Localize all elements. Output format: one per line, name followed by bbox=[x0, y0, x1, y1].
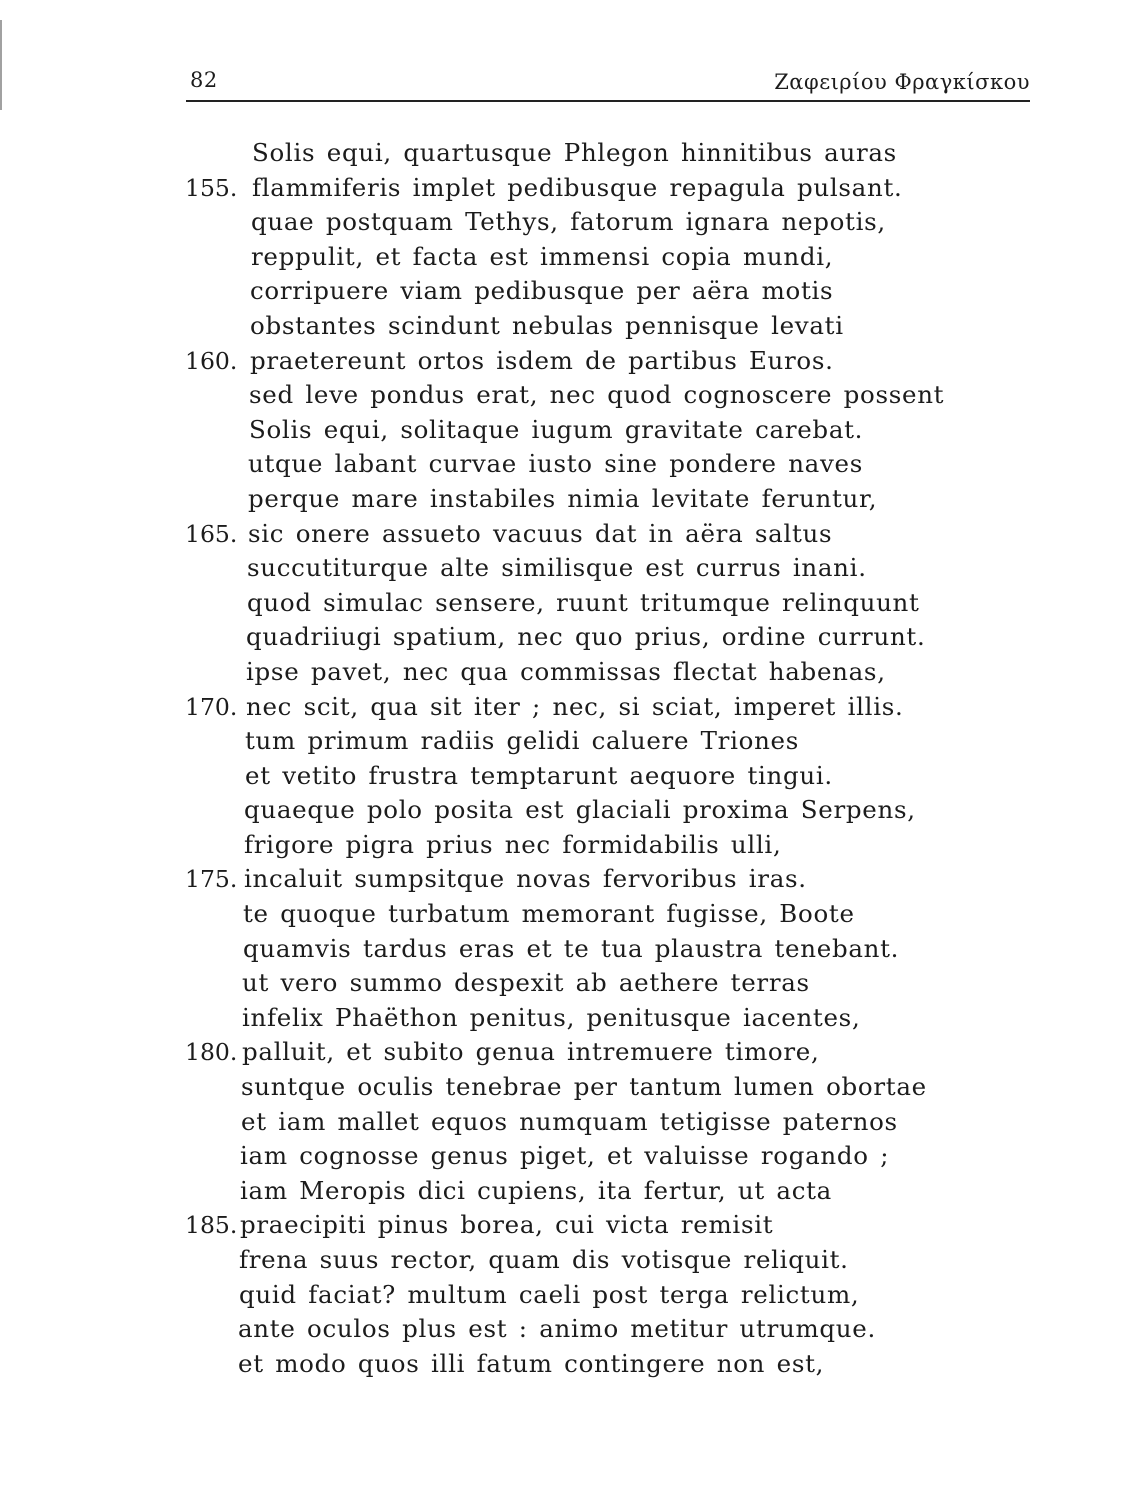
verse-line bbox=[0, 620, 1122, 655]
verse-text: iam cognosse genus piget, et valuisse rogando ; bbox=[240, 1141, 890, 1171]
verse-line bbox=[0, 828, 1122, 863]
verse-text: obstantes scindunt nebulas pennisque levati bbox=[250, 310, 844, 340]
page-number: 82 bbox=[190, 68, 218, 92]
verse-line bbox=[0, 655, 1122, 690]
verse-line bbox=[0, 1001, 1122, 1036]
header-rule bbox=[186, 100, 1030, 102]
verse-number: 165. bbox=[185, 519, 238, 548]
page-header bbox=[186, 62, 1030, 98]
verse-text: quaeque polo posita est glaciali proxima Serpens, bbox=[244, 795, 916, 825]
verse-text: incaluit sumpsitque novas fervoribus iras. bbox=[244, 864, 807, 894]
verse-line bbox=[0, 344, 1122, 379]
verse-text: quid faciat? multum caeli post terga relictum, bbox=[239, 1279, 860, 1309]
verse-list bbox=[0, 136, 1122, 1381]
verse-line bbox=[0, 759, 1122, 794]
verse-number: 160. bbox=[185, 346, 238, 375]
verse-line bbox=[0, 932, 1122, 967]
verse-line bbox=[0, 897, 1122, 932]
verse-line bbox=[0, 1070, 1122, 1105]
verse-line bbox=[0, 690, 1122, 725]
scan-edge-mark bbox=[0, 20, 7, 110]
verse-line bbox=[0, 724, 1122, 759]
verse-text: perque mare instabiles nimia levitate feruntur, bbox=[248, 483, 878, 513]
verse-text: iam Meropis dici cupiens, ita fertur, ut acta bbox=[240, 1175, 832, 1205]
verse-line bbox=[0, 413, 1122, 448]
verse-text: succutiturque alte similisque est currus inani. bbox=[247, 553, 867, 583]
verse-line bbox=[0, 482, 1122, 517]
verse-text: ut vero summo despexit ab aethere terras bbox=[242, 968, 810, 998]
verse-text: et modo quos illi fatum contingere non est, bbox=[238, 1348, 825, 1378]
verse-line bbox=[0, 378, 1122, 413]
verse-number: 185. bbox=[185, 1211, 238, 1240]
verse-text: praetereunt ortos isdem de partibus Euros. bbox=[250, 345, 834, 375]
verse-text: te quoque turbatum memorant fugisse, Boote bbox=[243, 899, 855, 929]
verse-text: frena suus rector, quam dis votisque reliquit. bbox=[239, 1245, 849, 1274]
verse-line bbox=[0, 1035, 1122, 1070]
verse-text: frigore pigra prius nec formidabilis ulli, bbox=[244, 829, 782, 859]
verse-line bbox=[0, 309, 1122, 344]
verse-line bbox=[0, 136, 1122, 171]
verse-line bbox=[0, 966, 1122, 1001]
verse-line bbox=[0, 551, 1122, 586]
verse-text: Solis equi, solitaque iugum gravitate carebat. bbox=[249, 414, 864, 444]
verse-text: quadriiugi spatium, nec quo prius, ordine currunt. bbox=[246, 622, 926, 652]
verse-line bbox=[0, 1243, 1122, 1278]
verse-number: 155. bbox=[185, 173, 238, 202]
verse-text: et vetito frustra temptarunt aequore tingui. bbox=[245, 760, 833, 790]
verse-text: et iam mallet equos numquam tetigisse paternos bbox=[241, 1106, 898, 1136]
verse-number: 170. bbox=[185, 692, 238, 721]
verse-line bbox=[0, 793, 1122, 828]
verse-line bbox=[0, 1139, 1122, 1174]
verse-text: tum primum radiis gelidi caluere Triones bbox=[245, 726, 800, 756]
verse-line bbox=[0, 274, 1122, 309]
verse-line bbox=[0, 1278, 1122, 1313]
verse-line bbox=[0, 240, 1122, 275]
verse-line bbox=[0, 517, 1122, 552]
verse-number: 180. bbox=[185, 1038, 238, 1067]
verse-text: infelix Phaëthon penitus, penitusque iacentes, bbox=[242, 1002, 861, 1032]
verse-number: 175. bbox=[185, 865, 238, 894]
verse-text: quamvis tardus eras et te tua plaustra tenebant. bbox=[243, 933, 900, 963]
verse-line bbox=[0, 205, 1122, 240]
verse-line bbox=[0, 447, 1122, 482]
verse-line bbox=[0, 1208, 1122, 1243]
verse-text: nec scit, qua sit iter ; nec, si sciat, imperet illis. bbox=[246, 691, 904, 721]
running-head: Ζαφειρίου Φραγκίσκου bbox=[774, 70, 1030, 94]
verse-text: flammiferis implet pedibusque repagula pulsant. bbox=[252, 172, 903, 202]
verse-text: praecipiti pinus borea, cui victa remisit bbox=[240, 1210, 774, 1240]
verse-line bbox=[0, 1347, 1122, 1382]
verse-line bbox=[0, 862, 1122, 897]
verse-text: Solis equi, quartusque Phlegon hinnitibus auras bbox=[252, 138, 897, 167]
verse-line bbox=[0, 171, 1122, 206]
verse-text: reppulit, et facta est immensi copia mundi, bbox=[251, 241, 834, 271]
verse-line bbox=[0, 1312, 1122, 1347]
verse-line bbox=[0, 1105, 1122, 1140]
verse-text: ipse pavet, nec qua commissas flectat habenas, bbox=[246, 656, 886, 686]
verse-text: utque labant curvae iusto sine pondere naves bbox=[248, 449, 864, 479]
verse-text: palluit, et subito genua intremuere timore, bbox=[242, 1037, 820, 1067]
verse-text: sic onere assueto vacuus dat in aëra saltus bbox=[248, 518, 833, 548]
verse-line bbox=[0, 1174, 1122, 1209]
verse-text: ante oculos plus est : animo metitur utrumque. bbox=[238, 1314, 876, 1344]
verse-text: quae postquam Tethys, fatorum ignara nepotis, bbox=[251, 207, 886, 237]
verse-text: quod simulac sensere, ruunt tritumque relinquunt bbox=[247, 587, 920, 617]
verse-text: suntque oculis tenebrae per tantum lumen obortae bbox=[241, 1072, 927, 1102]
verse-line bbox=[0, 586, 1122, 621]
verse-text: sed leve pondus erat, nec quod cognoscere possent bbox=[249, 380, 945, 410]
verse-text: corripuere viam pedibusque per aëra motis bbox=[250, 276, 834, 306]
